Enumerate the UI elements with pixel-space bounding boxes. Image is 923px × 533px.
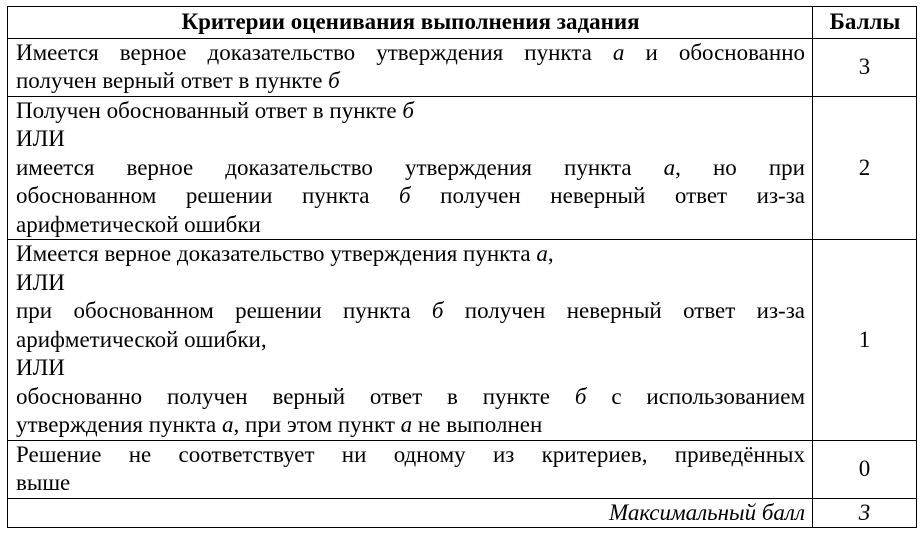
criterion-cell xyxy=(8,440,813,498)
score-cell: 2 xyxy=(813,96,917,240)
table-row xyxy=(8,240,917,441)
criterion-cell xyxy=(8,240,813,441)
max-score-value: 3 xyxy=(813,498,917,528)
criteria-table xyxy=(7,6,917,528)
criterion-line: ИЛИ xyxy=(16,126,65,151)
criterion-line: ИЛИ xyxy=(16,269,65,295)
criterion-line: утверждения пункта а, при этом пункт а не выполнен xyxy=(16,412,543,437)
criterion-cell xyxy=(8,38,813,96)
score-cell: 1 xyxy=(813,240,917,441)
criterion-line: выше xyxy=(16,470,71,495)
criterion-line: обоснованном решении пункта б получен неверный ответ из-за xyxy=(16,183,806,208)
criterion-line: ИЛИ xyxy=(16,355,65,380)
criteria-table-wrapper xyxy=(7,6,917,528)
criterion-cell xyxy=(8,96,813,240)
max-score-row xyxy=(8,498,917,528)
points-column-header: Баллы xyxy=(813,7,917,39)
table-header-row xyxy=(8,7,917,39)
score-cell: 3 xyxy=(813,38,917,96)
score-cell: 0 xyxy=(813,440,917,498)
table-row xyxy=(8,38,917,96)
criterion-line: получен верный ответ в пункте б xyxy=(16,68,340,93)
criterion-line: обоснованно получен верный ответ в пункте б с использованием xyxy=(16,383,806,409)
criterion-line: Имеется верное доказательство утверждения пункта а, xyxy=(16,241,554,266)
criterion-line: имеется верное доказательство утверждения пункта а, но при xyxy=(16,154,805,180)
max-score-label: Максимальный балл xyxy=(8,498,813,528)
criterion-line: арифметической ошибки xyxy=(16,211,261,237)
criterion-line: Имеется верное доказательство утверждения пункта а и обоснованно xyxy=(16,39,805,65)
criteria-column-header: Критерии оценивания выполнения задания xyxy=(8,7,813,39)
table-row xyxy=(8,440,917,498)
criterion-line: при обоснованном решении пункта б получен неверный ответ из-за xyxy=(16,298,805,323)
table-row xyxy=(8,96,917,240)
criterion-line: Получен обоснованный ответ в пункте б xyxy=(16,97,414,123)
criterion-line: Решение не соответствует ни одному из критериев, приведённых xyxy=(16,441,805,467)
criterion-line: арифметической ошибки, xyxy=(16,326,267,352)
